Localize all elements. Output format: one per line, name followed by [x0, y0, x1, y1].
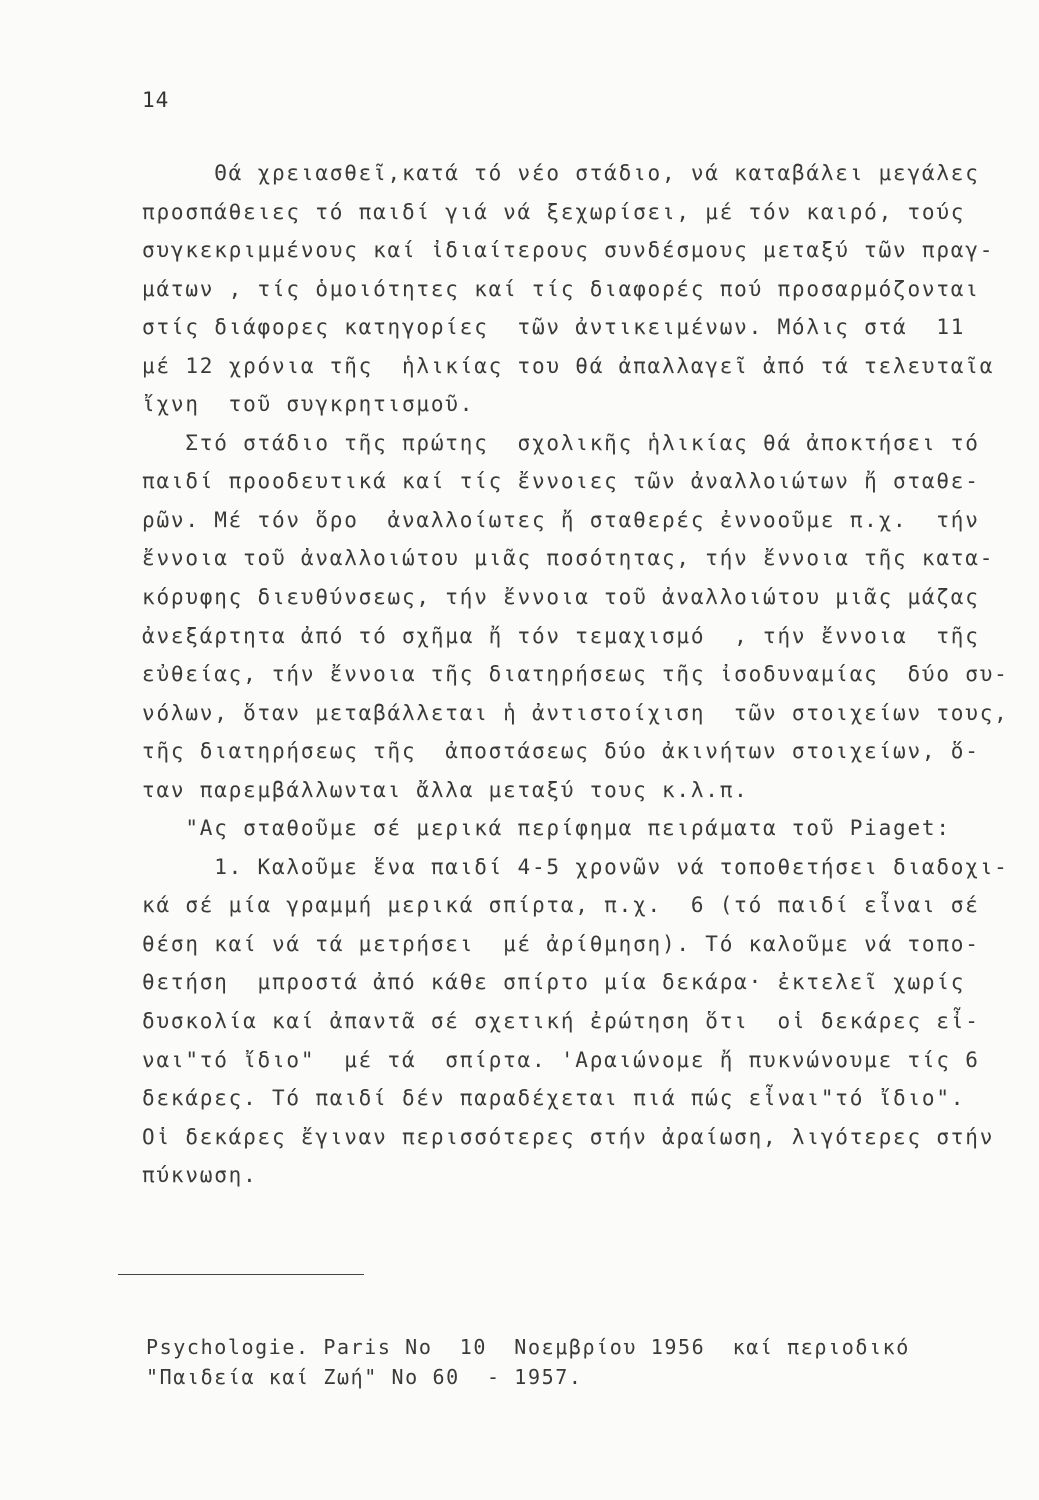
text-line: μέ 12 χρόνια τῆς ἡλικίας του θά ἀπαλλαγεῖ ἀπό τά τελευταῖα [142, 353, 995, 378]
footnote-line: Psychologie. Paris No 10 Νοεμβρίου 1956 καί περιοδικό [146, 1335, 910, 1359]
text-line: μάτων , τίς ὁμοιότητες καί τίς διαφορές πού προσαρμόζονται [142, 276, 980, 301]
text-line: δυσκολία καί ἀπαντᾶ σέ σχετική ἐρώτηση ὅτι οἱ δεκάρες εἶ- [142, 1009, 980, 1034]
footnote-line: "Παιδεία καί Ζωή" No 60 - 1957. [146, 1365, 583, 1389]
text-line: εὐθείας, τήν ἔννοια τῆς διατηρήσεως τῆς ἰσοδυναμίας δύο συ- [142, 662, 1009, 687]
text-line: τῆς διατηρήσεως τῆς ἀποστάσεως δύο ἀκινήτων στοιχείων, ὅ- [142, 739, 980, 764]
text-line: 1. Καλοῦμε ἕνα παιδί 4-5 χρονῶν νά τοποθετήσει διαδοχι- [142, 854, 1009, 879]
text-line: ναι"τό ἴδιο" μέ τά σπίρτα. 'Αραιώνομε ἤ πυκνώνουμε τίς 6 [142, 1047, 980, 1072]
text-line: Στό στάδιο τῆς πρώτης σχολικῆς ἡλικίας θά ἀποκτήσει τό [142, 430, 980, 455]
text-line: κόρυφης διευθύνσεως, τήν ἔννοια τοῦ ἀναλλοιώτου μιᾶς μάζας [142, 585, 980, 610]
text-line: Θά χρειασθεῖ,κατά τό νέο στάδιο, νά καταβάλει μεγάλες [142, 161, 980, 185]
text-line: θέση καί νά τά μετρήσει μέ ἀρίθμηση). Τό καλοῦμε νά τοπο- [142, 931, 980, 956]
footnote-divider [118, 1274, 364, 1275]
text-line: ἔννοια τοῦ ἀναλλοιώτου μιᾶς ποσότητας, τήν ἔννοια τῆς κατα- [142, 546, 995, 571]
text-line: νόλων, ὅταν μεταβάλλεται ἡ ἀντιστοίχιση τῶν στοιχείων τους, [142, 700, 1009, 725]
text-line: στίς διάφορες κατηγορίες τῶν ἀντικειμένων. Μόλις στά 11 [142, 315, 966, 340]
text-line: ἴχνη τοῦ συγκρητισμοῦ. [142, 392, 475, 417]
text-line: δεκάρες. Τό παιδί δέν παραδέχεται πιά πώς εἶναι"τό ἴδιο". [142, 1086, 966, 1111]
text-line: θετήση μπροστά ἀπό κάθε σπίρτο μία δεκάρα· ἐκτελεῖ χωρίς [142, 970, 966, 995]
text-line: συγκεκριμμένους καί ἰδιαίτερους συνδέσμους μεταξύ τῶν πραγ- [142, 238, 995, 263]
body-text [142, 154, 1012, 1195]
footnote [146, 1332, 1006, 1392]
text-line: ρῶν. Μέ τόν ὅρο ἀναλλοίωτες ἤ σταθερές ἐννοοῦμε π.χ. τήν [142, 507, 980, 532]
text-line: ἀνεξάρτητα ἀπό τό σχῆμα ἤ τόν τεμαχισμό , τήν ἔννοια τῆς [142, 623, 980, 648]
text-line: "Ας σταθοῦμε σέ μερικά περίφημα πειράματα τοῦ Piaget: [142, 816, 951, 841]
text-line: προσπάθειες τό παιδί γιά νά ξεχωρίσει, μέ τόν καιρό, τούς [142, 199, 966, 224]
text-line: κά σέ μία γραμμή μερικά σπίρτα, π.χ. 6 (τό παιδί εἶναι σέ [142, 893, 980, 918]
text-line: πύκνωση. [142, 1163, 258, 1188]
text-line: Οἱ δεκάρες ἔγιναν περισσότερες στήν ἀραίωση, λιγότερες στήν [142, 1124, 995, 1149]
text-line: παιδί προοδευτικά καί τίς ἔννοιες τῶν ἀναλλοιώτων ἤ σταθε- [142, 469, 980, 494]
page-number: 14 [142, 88, 170, 112]
text-line: ταν παρεμβάλλωνται ἄλλα μεταξύ τους κ.λ.π. [142, 777, 749, 802]
